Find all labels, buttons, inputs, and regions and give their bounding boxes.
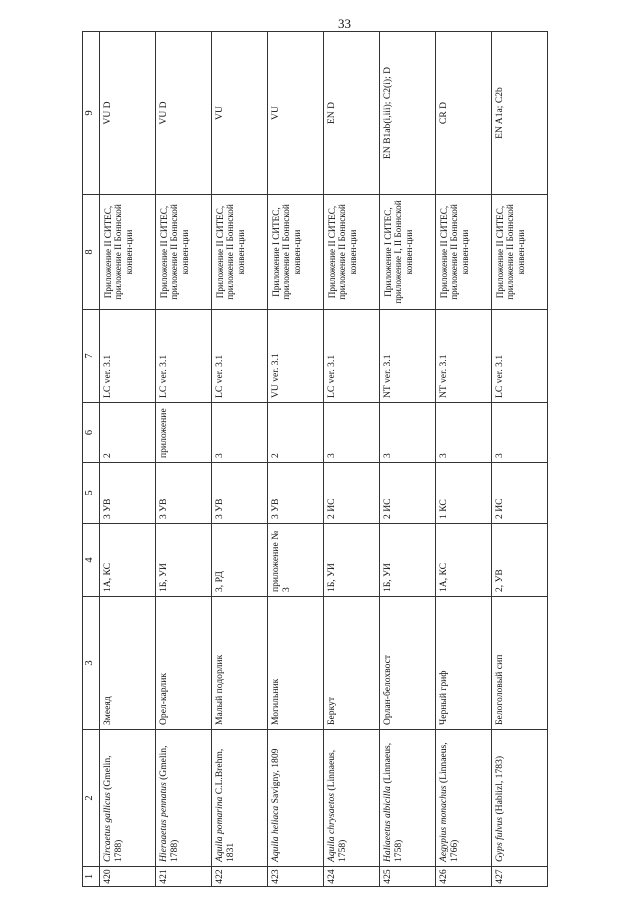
category-cell: 2, УВ xyxy=(492,524,548,597)
conventions-cell: Приложение II СИТЕС, приложение II Боннской конвен-ции xyxy=(156,195,212,310)
latin-binomial: Circaetus gallicus xyxy=(102,792,113,862)
criteria-cell: VU xyxy=(212,32,268,195)
column-header: 5 xyxy=(83,463,100,524)
column-header: 1 xyxy=(83,867,100,887)
status-cell: 2 ИС xyxy=(380,463,436,524)
conventions-cell: Приложение II СИТЕС, приложение II Боннской конвен-ции xyxy=(492,195,548,310)
category-cell: 1Б, УИ xyxy=(156,524,212,597)
status-cell: 1 КС xyxy=(436,463,492,524)
species-russian-name: Орел-карлик xyxy=(156,597,212,730)
appendix-cell: 2 xyxy=(100,403,156,463)
status-cell: 3 УВ xyxy=(268,463,324,524)
species-russian-name: Малый подорлик xyxy=(212,597,268,730)
category-cell: приложение № 3 xyxy=(268,524,324,597)
taxon-author: Savigny, 1809 xyxy=(270,748,281,804)
rotated-table-frame xyxy=(82,32,526,887)
latin-binomial: Aquila heliaca xyxy=(270,805,281,862)
latin-binomial: Haliaeetus albicilla xyxy=(382,786,393,862)
conventions-cell: Приложение II СИТЕС, приложение II Боннской конвен-ции xyxy=(100,195,156,310)
species-russian-name: Орлан-белохвост xyxy=(380,597,436,730)
conventions-cell: Приложение II СИТЕС, приложение II Боннской конвен-ции xyxy=(212,195,268,310)
table-row xyxy=(380,32,436,887)
taxon-author: (Gmelin, 1788) xyxy=(158,745,180,862)
row-number: 425 xyxy=(380,867,436,887)
iucn-category-cell: NT ver. 3.1 xyxy=(380,310,436,403)
species-russian-name: Беркут xyxy=(324,597,380,730)
species-latin-name xyxy=(436,730,492,867)
status-cell: 3 УВ xyxy=(100,463,156,524)
criteria-cell: VU D xyxy=(100,32,156,195)
criteria-cell: EN B1ab(i,iii); C2(i); D xyxy=(380,32,436,195)
taxon-author: (Gmelin, 1788) xyxy=(102,755,124,862)
latin-binomial: Aquila pomarina xyxy=(214,796,225,862)
conventions-cell: Приложение I СИТЕС, приложение I, II Боннской конвен-ции xyxy=(380,195,436,310)
column-header: 4 xyxy=(83,524,100,597)
taxon-author: (Hablizl, 1783) xyxy=(494,755,505,815)
table-row xyxy=(212,32,268,887)
species-latin-name xyxy=(156,730,212,867)
appendix-cell: 3 xyxy=(380,403,436,463)
page-number: 33 xyxy=(338,16,351,31)
criteria-cell: VU D xyxy=(156,32,212,195)
criteria-cell: VU xyxy=(268,32,324,195)
species-latin-name xyxy=(324,730,380,867)
iucn-category-cell: LC ver. 3.1 xyxy=(212,310,268,403)
category-cell: 3, РД xyxy=(212,524,268,597)
column-header: 8 xyxy=(83,195,100,310)
appendix-cell: приложение xyxy=(156,403,212,463)
criteria-cell: EN A1a; C2b xyxy=(492,32,548,195)
latin-binomial: Aquila chrysaetos xyxy=(326,792,337,862)
species-latin-name xyxy=(268,730,324,867)
conventions-cell: Приложение I СИТЕС, приложение II Боннской конвен-ции xyxy=(268,195,324,310)
table-row xyxy=(492,32,548,887)
conventions-cell: Приложение II СИТЕС, приложение II Боннской конвен-ции xyxy=(324,195,380,310)
status-cell: 3 УВ xyxy=(212,463,268,524)
species-latin-name xyxy=(212,730,268,867)
appendix-cell: 3 xyxy=(436,403,492,463)
row-number: 427 xyxy=(492,867,548,887)
iucn-category-cell: NT ver. 3.1 xyxy=(436,310,492,403)
category-cell: 1Б, УИ xyxy=(324,524,380,597)
row-number: 420 xyxy=(100,867,156,887)
column-header: 2 xyxy=(83,730,100,867)
appendix-cell: 3 xyxy=(212,403,268,463)
category-cell: 1А, КС xyxy=(436,524,492,597)
iucn-category-cell: LC ver. 3.1 xyxy=(324,310,380,403)
column-header: 6 xyxy=(83,403,100,463)
latin-binomial: Hieraaetus pennatus xyxy=(158,782,169,862)
latin-binomial: Aegypius monachus xyxy=(438,785,449,862)
table-row xyxy=(100,32,156,887)
category-cell: 1А, КС xyxy=(100,524,156,597)
appendix-cell: 2 xyxy=(268,403,324,463)
species-register-table xyxy=(82,31,548,887)
header-row xyxy=(83,32,100,887)
appendix-cell: 3 xyxy=(324,403,380,463)
column-header: 9 xyxy=(83,32,100,195)
table-row xyxy=(324,32,380,887)
iucn-category-cell: VU ver. 3.1 xyxy=(268,310,324,403)
species-russian-name: Змееяд xyxy=(100,597,156,730)
row-number: 426 xyxy=(436,867,492,887)
species-russian-name: Белоголовый сип xyxy=(492,597,548,730)
species-latin-name xyxy=(380,730,436,867)
iucn-category-cell: LC ver. 3.1 xyxy=(100,310,156,403)
row-number: 423 xyxy=(268,867,324,887)
status-cell: 3 УВ xyxy=(156,463,212,524)
appendix-cell: 3 xyxy=(492,403,548,463)
conventions-cell: Приложение II СИТЕС, приложение II Боннской конвен-ции xyxy=(436,195,492,310)
row-number: 424 xyxy=(324,867,380,887)
table-row xyxy=(436,32,492,887)
criteria-cell: EN D xyxy=(324,32,380,195)
latin-binomial: Gyps fulvus xyxy=(494,816,505,862)
row-number: 421 xyxy=(156,867,212,887)
status-cell: 2 ИС xyxy=(324,463,380,524)
taxon-author: (Linnaeus, 1758) xyxy=(326,749,348,862)
taxon-author: C.L.Brehm, 1831 xyxy=(214,748,236,862)
criteria-cell: CR D xyxy=(436,32,492,195)
iucn-category-cell: LC ver. 3.1 xyxy=(492,310,548,403)
category-cell: 1Б, УИ xyxy=(380,524,436,597)
column-header: 3 xyxy=(83,597,100,730)
table-row xyxy=(268,32,324,887)
species-russian-name: Черный гриф xyxy=(436,597,492,730)
species-russian-name: Могильник xyxy=(268,597,324,730)
species-latin-name xyxy=(100,730,156,867)
species-latin-name xyxy=(492,730,548,867)
iucn-category-cell: LC ver. 3.1 xyxy=(156,310,212,403)
taxon-author: (Linnaeus, 1766) xyxy=(438,742,460,862)
table-row xyxy=(156,32,212,887)
row-number: 422 xyxy=(212,867,268,887)
status-cell: 2 ИС xyxy=(492,463,548,524)
column-header: 7 xyxy=(83,310,100,403)
taxon-author: (Linnaeus, 1758) xyxy=(382,742,404,862)
